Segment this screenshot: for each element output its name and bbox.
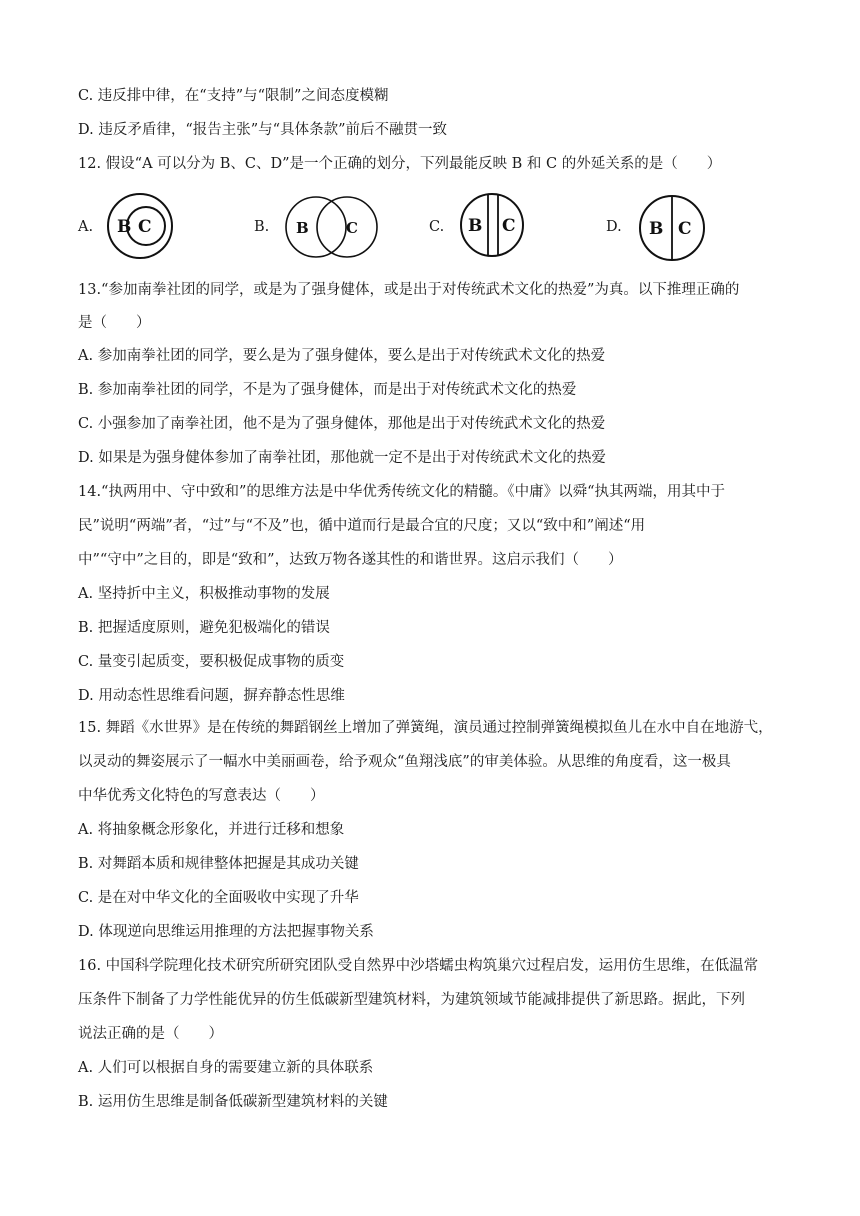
question-15-text-cont-2: 中华优秀文化特色的写意表达（ ） bbox=[78, 788, 325, 804]
q12-diagram-c bbox=[457, 192, 537, 262]
set-b-label: B bbox=[468, 216, 483, 236]
set-b-circle bbox=[286, 197, 346, 257]
q12-diagram-b bbox=[282, 192, 392, 262]
option-13d-text: D. 如果是为强身健体参加了南拳社团，那他就一定不是出于对传统武术文化的热爱 bbox=[78, 450, 606, 466]
option-15b-text: B. 对舞蹈本质和规律整体把握是其成功关键 bbox=[78, 856, 359, 872]
set-c-label: C bbox=[502, 216, 516, 236]
option-13c-text: C. 小强参加了南拳社团，他不是为了强身健体，那他是出于对传统武术文化的热爱 bbox=[78, 416, 606, 432]
option-16a-text: A. 人们可以根据自身的需要建立新的具体联系 bbox=[78, 1060, 374, 1076]
option-11c-text: C. 违反排中律，在“支持”与“限制”之间态度模糊 bbox=[78, 88, 389, 104]
option-14c-text: C. 量变引起质变，要积极促成事物的质变 bbox=[78, 654, 345, 670]
option-15a-text: A. 将抽象概念形象化，并进行迁移和想象 bbox=[78, 822, 345, 838]
set-c-label: C bbox=[138, 217, 152, 237]
question-16-text-cont-2: 说法正确的是（ ） bbox=[78, 1026, 223, 1042]
option-14a-text: A. 坚持折中主义，积极推动事物的发展 bbox=[78, 586, 330, 602]
option-16b-text: B. 运用仿生思维是制备低碳新型建筑材料的关键 bbox=[78, 1094, 388, 1110]
option-14b-text: B. 把握适度原则，避免犯极端化的错误 bbox=[78, 620, 330, 636]
set-b-label: B bbox=[296, 219, 309, 237]
q12-diagram-d bbox=[636, 192, 716, 262]
set-c-label: C bbox=[346, 219, 358, 237]
question-15-text-cont-1: 以灵动的舞姿展示了一幅水中美丽画卷，给予观众“鱼翔浅底”的审美体验。从思维的角度看，这一极具 bbox=[78, 754, 731, 770]
question-15-text: 15. 舞蹈《水世界》是在传统的舞蹈钢丝上增加了弹簧绳，演员通过控制弹簧绳模拟鱼儿在水中自在地游弋， bbox=[78, 720, 773, 736]
question-14-text: 14.“执两用中、守中致和”的思维方法是中华优秀传统文化的精髓。《中庸》以舜“执其两端，用其中于 bbox=[78, 484, 726, 500]
question-16-text-cont-1: 压条件下制备了力学性能优异的仿生低碳新型建筑材料，为建筑领域节能减排提供了新思路。据此，下列 bbox=[78, 992, 745, 1008]
question-16-text: 16. 中国科学院理化技术研究所研究团队受自然界中沙塔蠕虫构筑巢穴过程启发，运用仿生思维，在低温常 bbox=[78, 958, 759, 974]
option-14d-text: D. 用动态性思维看问题，摒弃静态性思维 bbox=[78, 688, 345, 704]
q12-option-c-label: C. bbox=[429, 219, 445, 235]
set-b-label: B bbox=[649, 219, 664, 239]
set-b-label: B bbox=[117, 217, 132, 237]
q12-diagram-options bbox=[78, 192, 778, 262]
question-13-text: 13.“参加南拳社团的同学，或是为了强身健体，或是出于对传统武术文化的热爱”为真。以下推理正确的 bbox=[78, 282, 740, 298]
question-13-text-cont: 是（ ） bbox=[78, 315, 151, 331]
option-13b-text: B. 参加南拳社团的同学，不是为了强身健体，而是出于对传统武术文化的热爱 bbox=[78, 382, 577, 398]
q12-option-a-label: A. bbox=[78, 219, 94, 235]
q12-option-d-label: D. bbox=[606, 219, 622, 235]
question-12-text: 12. 假设“A 可以分为 B、C、D”是一个正确的划分，下列最能反映 B 和 C 的外延关系的是（ ） bbox=[78, 156, 722, 172]
set-c-label: C bbox=[678, 219, 692, 239]
question-14-text-cont-1: 民”说明“两端”者，“过”与“不及”也，循中道而行是最合宜的尺度；又以“致中和”阐述“用 bbox=[78, 518, 646, 534]
option-13a-text: A. 参加南拳社团的同学，要么是为了强身健体，要么是出于对传统武术文化的热爱 bbox=[78, 348, 606, 364]
option-15d-text: D. 体现逆向思维运用推理的方法把握事物关系 bbox=[78, 924, 374, 940]
q12-option-b-label: B. bbox=[254, 219, 270, 235]
option-11d-text: D. 违反矛盾律，“报告主张”与“具体条款”前后不融贯一致 bbox=[78, 122, 447, 138]
question-14-text-cont-2: 中”“守中”之目的，即是“致和”，达致万物各遂其性的和谐世界。这启示我们（ ） bbox=[78, 552, 623, 568]
q12-diagram-a bbox=[100, 192, 180, 262]
option-15c-text: C. 是在对中华文化的全面吸收中实现了升华 bbox=[78, 890, 359, 906]
